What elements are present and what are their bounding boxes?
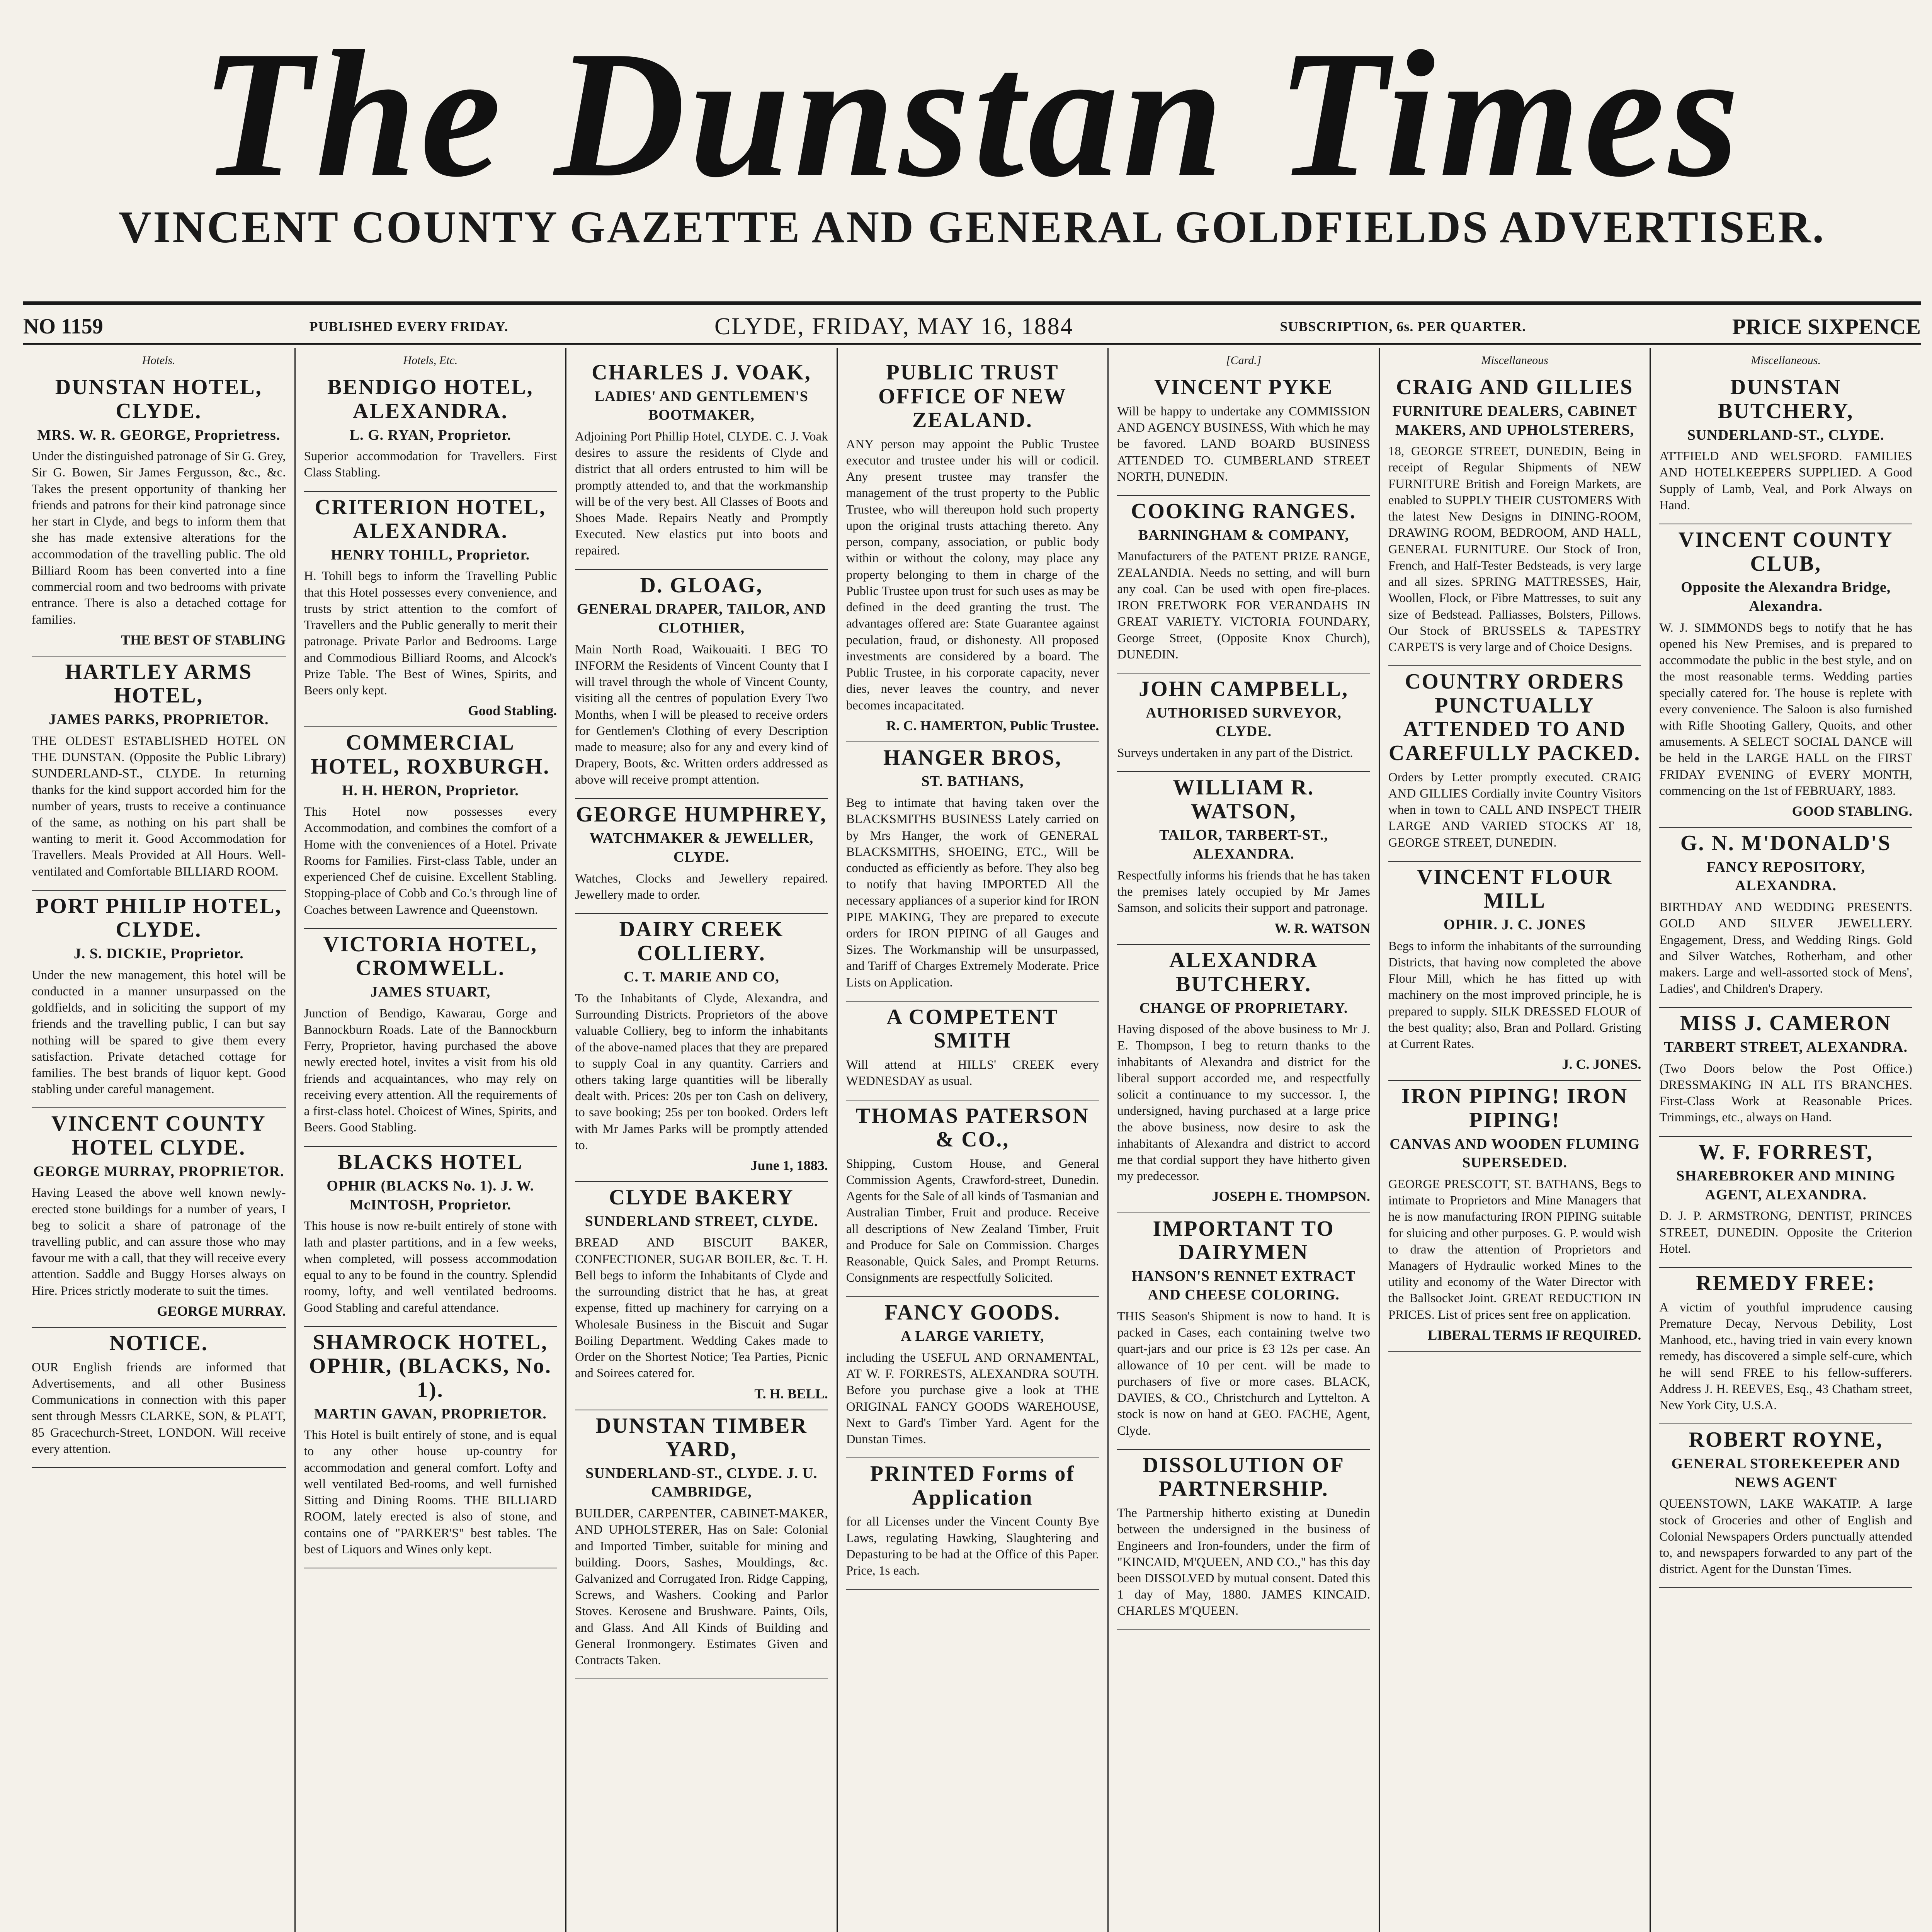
advertisement	[1659, 1424, 1912, 1588]
advertisement	[575, 1182, 828, 1410]
advertisement	[32, 372, 286, 656]
advertisement	[575, 357, 828, 570]
advertisement	[1117, 372, 1370, 496]
advertisement-title: ALEXANDRA BUTCHERY.	[1169, 948, 1318, 996]
advertisement-title: DAIRY CREEK COLLIERY.	[619, 917, 784, 965]
advertisement	[304, 929, 557, 1147]
advertisement-title: VINCENT FLOUR MILL	[1417, 865, 1613, 913]
advertisement-subtitle: HENRY TOHILL, Proprietor.	[331, 546, 530, 563]
advertisement	[846, 1002, 1099, 1100]
advertisement-body: Respectfully informs his friends that he has taken the premises lately occupied by Mr James Samson, and solicits their support and patronage.	[1117, 868, 1370, 915]
advertisement-title: MISS J. CAMERON	[1680, 1011, 1892, 1036]
advertisement-body: Shipping, Custom House, and General Commission Agents, Crawford-street, Dunedin. Agents for the Sale of all kinds of Tasmanian and Australian Timber, Fruit and produce. Receive all descriptions of New Zealand Timber, Fruit and Produce for Sale on Commission. Charges Reasonable, Quick Sales, and Prompt Returns. Consignments are respectfully Solicited.	[846, 1156, 1099, 1285]
advertisement-signature: LIBERAL TERMS IF REQUIRED.	[1428, 1327, 1641, 1343]
subscription-note: SUBSCRIPTION, 6s. PER QUARTER.	[1280, 319, 1526, 334]
advertisement-subtitle: TAILOR, TARBERT-ST., ALEXANDRA.	[1159, 827, 1328, 862]
advertisement	[1659, 524, 1912, 828]
newspaper-title: The Dunstan Times	[201, 13, 1743, 214]
masthead-rule-bottom	[23, 343, 1921, 345]
advertisement-subtitle: L. G. RYAN, Proprietor.	[349, 427, 511, 443]
advertisement-body: Main North Road, Waikouaiti. I BEG TO INFORM the Residents of Vincent County that I will travel through the whole of Vincent County, visiting all the centres of population Every Two Months, when I will be pleased to receive orders for Gentlemen's Clothing of every Description made to measure; also for any and every kind of Drapery, Boots, &c. Written orders addressed as above will receive prompt attention.	[575, 642, 828, 787]
advertisement-body: Having disposed of the above business to Mr J. E. Thompson, I beg to return thanks to the inhabitants of Alexandra and district for the liberal support accorded me, and respectfully solicit a continuance to my successor. I, the undersigned, having purchased at a large price the above business, now desire to ask the inhabitants of Alexandra and district to accord me that cordial support they have hitherto given my predecessor.	[1117, 1022, 1370, 1184]
advertisement-title: HANGER BROS,	[883, 745, 1062, 770]
advertisement-title: CRITERION HOTEL, ALEXANDRA.	[315, 495, 546, 543]
advertisement-signature: Good Stabling.	[468, 703, 557, 719]
advertisement-signature: T. H. BELL.	[754, 1386, 828, 1401]
advertisement	[304, 1327, 557, 1568]
advertisement-subtitle: MRS. W. R. GEORGE, Proprietress.	[37, 427, 281, 443]
advertisement-subtitle: GENERAL DRAPER, TAILOR, AND CLOTHIER,	[577, 601, 827, 636]
advertisement-title: G. N. M'DONALD'S	[1680, 831, 1891, 855]
column-3	[565, 348, 837, 1932]
advertisement-subtitle: TARBERT STREET, ALEXANDRA.	[1664, 1039, 1908, 1056]
advertisement-body: Will be happy to undertake any COMMISSION AND AGENCY BUSINESS, With which he may be favored. LAND BOARD BUSINESS ATTENDED TO. CUMBERLAND STREET NORTH, DUNEDIN.	[1117, 404, 1370, 484]
advertisement-body: ATTFIELD AND WELSFORD. FAMILIES AND HOTELKEEPERS SUPPLIED. A Good Supply of Lamb, Veal, and Pork Always on Hand.	[1659, 449, 1912, 512]
advertisement-subtitle: FANCY REPOSITORY, ALEXANDRA.	[1706, 859, 1865, 894]
advertisement-title: GEORGE HUMPHREY,	[576, 802, 827, 827]
advertisement-subtitle: GEORGE MURRAY, PROPRIETOR.	[33, 1163, 284, 1180]
advertisement-columns	[23, 348, 1921, 1932]
advertisement-subtitle: SHAREBROKER AND MINING AGENT, ALEXANDRA.	[1676, 1168, 1896, 1203]
column-heading: Hotels.	[142, 354, 175, 367]
advertisement-body: H. Tohill begs to inform the Travelling Public that this Hotel possesses every convenience, and trusts by strict attention to the comfort of Travellers and the Public generally to merit their patronage. Private Parlor and Bedrooms. Large and Commodious Billiard Rooms, and Alcock's Prize Table. The Best of Wines, Spirits, and Beers only kept.	[304, 569, 557, 698]
published-note: PUBLISHED EVERY FRIDAY.	[309, 319, 509, 334]
masthead-rule-top	[23, 301, 1921, 305]
advertisement	[575, 570, 828, 799]
advertisement	[1117, 673, 1370, 772]
advertisement-body: OUR English friends are informed that Advertisements, and all other Business Communications in connection with this paper sent through Messrs CLARKE, SON, & PLATT, 85 Gracechurch-Street, LONDON. Will receive every attention.	[32, 1360, 286, 1456]
advertisement-signature: GOOD STABLING.	[1792, 803, 1912, 819]
advertisement-subtitle: BARNINGHAM & COMPANY,	[1138, 527, 1349, 543]
advertisement	[1117, 496, 1370, 673]
masthead	[0, 0, 1932, 309]
advertisement-title: CRAIG AND GILLIES	[1396, 375, 1634, 400]
advertisement-body: Adjoining Port Phillip Hotel, CLYDE. C. J. Voak desires to assure the residents of Clyde and district that all orders entrusted to him will be promptly attended to, and that the workmanship will be of the very best. All Classes of Boots and Shoes Made. Repairs Neatly and Promptly Executed. New elastics put into boots and repaired.	[575, 429, 828, 558]
advertisement-subtitle: SUNDERLAND-ST., CLYDE. J. U. CAMBRIDGE,	[585, 1465, 818, 1500]
advertisement-subtitle: H. H. HERON, Proprietor.	[342, 782, 519, 799]
advertisement-subtitle: HANSON'S RENNET EXTRACT AND CHEESE COLORING.	[1131, 1268, 1356, 1303]
advertisement-title: BENDIGO HOTEL, ALEXANDRA.	[327, 375, 534, 423]
advertisement	[846, 357, 1099, 742]
advertisement-subtitle: CANVAS AND WOODEN FLUMING SUPERSEDED.	[1389, 1136, 1640, 1171]
advertisement-title: PORT PHILIP HOTEL, CLYDE.	[35, 894, 282, 942]
advertisement-body: GEORGE PRESCOTT, ST. BATHANS, Begs to intimate to Proprietors and Mine Managers that he is now manufacturing IRON PIPING suitable for sluicing and other purposes. G. P. would wish to draw the attention of Proprietors and Managers of Hydraulic worked Mines to the utility and economy of the Water Director with the Ballsocket Joint. GREAT REDUCTION IN PRICES. List of prices sent free on application.	[1388, 1177, 1641, 1322]
advertisement-body: THE OLDEST ESTABLISHED HOTEL ON THE DUNSTAN. (Opposite the Public Library) SUNDERLAND-ST., CLYDE. In returning thanks for the kind support accorded him for the number of years, trusts to receive a continuance of the same, as nothing on his part shall be wanting to merit it. Good Accommodation for Travellers. Meals Provided at All Hours. Well-ventilated and Comfortable BILLIARD ROOM.	[32, 734, 286, 879]
advertisement-subtitle: SUNDERLAND-ST., CLYDE.	[1687, 427, 1884, 443]
advertisement-title: VICTORIA HOTEL, CROMWELL.	[323, 932, 538, 980]
column-4	[837, 348, 1108, 1932]
price: PRICE SIXPENCE	[1732, 314, 1921, 339]
advertisement-title: A COMPETENT SMITH	[886, 1005, 1059, 1053]
advertisement	[1117, 772, 1370, 945]
advertisement-subtitle: C. T. MARIE AND CO,	[623, 969, 779, 985]
advertisement	[575, 799, 828, 914]
advertisement-signature: R. C. HAMERTON, Public Trustee.	[886, 718, 1099, 733]
advertisement	[1659, 1008, 1912, 1136]
column-5	[1107, 348, 1379, 1932]
advertisement-title: COOKING RANGES.	[1131, 499, 1357, 524]
advertisement-title: PUBLIC TRUST OFFICE OF NEW ZEALAND.	[878, 361, 1067, 432]
advertisement-title: VINCENT COUNTY HOTEL CLYDE.	[51, 1112, 266, 1160]
issue-number: NO 1159	[23, 315, 103, 338]
issue-date: CLYDE, FRIDAY, MAY 16, 1884	[714, 313, 1074, 340]
column-heading: Hotels, Etc.	[403, 354, 458, 367]
advertisement-body: Orders by Letter promptly executed. CRAIG AND GILLIES Cordially invite Country Visitors when in town to CALL AND INSPECT THEIR LARGE AND VARIED STOCKS AT 18, GEORGE STREET, DUNEDIN.	[1388, 770, 1641, 850]
advertisement-signature: THE BEST OF STABLING	[121, 632, 286, 648]
advertisement-body: Manufacturers of the PATENT PRIZE RANGE, ZEALANDIA. Needs no setting, and will burn any coal. Can be used with open fire-places. IRON FRETWORK FOR VERANDAHS IN GREAT VARIETY. VICTORIA FOUNDARY, George Street, (Opposite Knox Church), DUNEDIN.	[1117, 549, 1370, 662]
advertisement-body: Beg to intimate that having taken over the BLACKSMITHS BUSINESS Lately carried on by Mrs Hanger, the work of GENERAL BLACKSMITHS, SHOEING, ETC., Will be conducted as efficiently as before. They also beg to notify that having IMPORTED All the necessary appliances of a superior kind for IRON PIPE MAKING, They are prepared to execute orders for IRON PIPING of all Gauges and Sizes. The Workmanship will be unsurpassed, and Tariff of Charges Extremely Moderate. Price Lists on Application.	[846, 796, 1099, 990]
advertisement-title: SHAMROCK HOTEL, OPHIR, (BLACKS, No. 1).	[309, 1330, 552, 1402]
advertisement	[1659, 1268, 1912, 1424]
advertisement-subtitle: JAMES PARKS, PROPRIETOR.	[49, 711, 269, 728]
advertisement	[1659, 372, 1912, 524]
advertisement-title: REMEDY FREE:	[1696, 1271, 1876, 1296]
advertisement-subtitle: MARTIN GAVAN, PROPRIETOR.	[314, 1405, 547, 1422]
advertisement-subtitle: JAMES STUART,	[370, 984, 491, 1000]
advertisement-title: NOTICE.	[109, 1331, 208, 1355]
advertisement-body: Under the new management, this hotel will be conducted in a manner unsurpassed on the goldfields, and in soliciting the support of my friends and the travelling public, I can but say nothing will be spared to give them every satisfaction. Private detached cottage for families. The best brands of liquor kept. Good stabling under careful management.	[32, 968, 286, 1097]
advertisement-title: DUNSTAN TIMBER YARD,	[595, 1413, 808, 1462]
advertisement	[304, 727, 557, 929]
advertisement-body: A victim of youthful imprudence causing Premature Decay, Nervous Debility, Lost Manhood, etc., having tried in vain every known remedy, has discovered a simple self-cure, which he will send FREE to his fellow-sufferers. Address J. H. REEVES, Esq., 43 Chatham street, New York City, U.S.A.	[1659, 1300, 1912, 1413]
advertisement-subtitle: CHANGE OF PROPRIETARY.	[1139, 1000, 1348, 1016]
advertisement-subtitle: OPHIR. J. C. JONES	[1443, 917, 1586, 933]
advertisement	[1388, 372, 1641, 666]
advertisement	[846, 742, 1099, 1002]
advertisement	[304, 492, 557, 728]
advertisement	[846, 1297, 1099, 1459]
advertisement-title: WILLIAM R. WATSON,	[1173, 776, 1315, 823]
advertisement	[32, 656, 286, 891]
advertisement	[575, 914, 828, 1182]
advertisement-body: Surveys undertaken in any part of the District.	[1117, 746, 1353, 760]
advertisement-body: BREAD AND BISCUIT BAKER, CONFECTIONER, SUGAR BOILER, &c. T. H. Bell begs to inform the Inhabitants of Clyde and the surrounding district that he has, at great expense, fitted up machinery for carrying on a Wholesale Business in the Biscuit and Sugar Boiling Department. Wedding Cakes made to Order on the Shortest Notice; Tea Parties, Picnic and Soirees catered for.	[575, 1236, 828, 1381]
advertisement-title: COUNTRY ORDERS PUNCTUALLY ATTENDED TO AND CAREFULLY PACKED.	[1388, 670, 1641, 765]
advertisement-title: THOMAS PATERSON & CO.,	[855, 1104, 1090, 1152]
advertisement	[846, 1458, 1099, 1590]
column-1	[23, 348, 294, 1932]
advertisement-title: D. GLOAG,	[640, 573, 763, 597]
advertisement-body: The Partnership hitherto existing at Dunedin between the undersigned in the business of Engineers and Iron-founders, under the firm of "KINCAID, M'QUEEN, AND CO.," has this day been DISSOLVED by mutual consent. Dated this 1 day of May, 1880. JAMES KINCAID. CHARLES M'QUEEN.	[1117, 1506, 1370, 1618]
advertisement-body: 18, GEORGE STREET, DUNEDIN, Being in receipt of Regular Shipments of NEW FURNITURE British and Foreign Markets, are enabled to SUPPLY THEIR CUSTOMERS With the latest New Designs in DINING-ROOM, DRAWING ROOM, BEDROOM, AND HALL, GENERAL FURNITURE. Our Stock of Iron, French, and Half-Tester Bedsteads, is very large and all sizes. SPRING MATTRESSES, Hair, Woollen, Flock, or Fibre Mattresses, to suit any size of Bedstead. Palliasses, Bolsters, Pillows. Our Stock of BRUSSELS & TAPESTRY CARPETS is very large and of Choice Designs.	[1388, 444, 1641, 655]
advertisement-body: Watches, Clocks and Jewellery repaired. Jewellery made to order.	[575, 871, 828, 902]
advertisement-title: DUNSTAN BUTCHERY,	[1718, 375, 1854, 423]
advertisement-body: Under the distinguished patronage of Sir G. Grey, Sir G. Bowen, Sir James Fergusson, &c., &c. Takes the present opportunity of thanking her friends and patrons for their kind patronage since her start in Clyde, and begs to inform them that she has made extensive alterations for the accommodation of the travelling public. The old Billiard Room has been converted into a fine commercial room and two bedrooms with private entrance. There is also a detached cottage for families.	[32, 449, 286, 627]
advertisement-signature: JOSEPH E. THOMPSON.	[1212, 1189, 1370, 1204]
advertisement	[1117, 945, 1370, 1213]
advertisement	[304, 1147, 557, 1327]
advertisement	[1388, 666, 1641, 862]
advertisement-title: COMMERCIAL HOTEL, ROXBURGH.	[311, 731, 550, 779]
advertisement-title: VINCENT COUNTY CLUB,	[1678, 528, 1893, 576]
advertisement-body: To the Inhabitants of Clyde, Alexandra, and Surrounding Districts. Proprietors of the above valuable Colliery, beg to inform the inhabitants of the above-named places that they are prepared to supply Coal in any quantity. Carriers and others taking large quantities will be liberally dealt with. Prices: 20s per ton Cash on delivery, to save booking; 25s per ton booked. Orders left with Mr James Parks will be promptly attended to.	[575, 991, 828, 1152]
advertisement-body: for all Licenses under the Vincent County Bye Laws, regulating Hawking, Slaughtering and Depasturing to be had at the Office of this Paper. Price, 1s each.	[846, 1515, 1099, 1578]
advertisement-subtitle: OPHIR (BLACKS No. 1). J. W. McINTOSH, Proprietor.	[327, 1178, 534, 1213]
advertisement-subtitle: WATCHMAKER & JEWELLER, CLYDE.	[589, 830, 814, 865]
column-7	[1650, 348, 1921, 1932]
advertisement-body: This Hotel is built entirely of stone, and is equal to any other house up-country for accommodation and general comfort. Lofty and well ventilated Bed-rooms, and well furnished Sitting and Dining Rooms. THE BILLIARD ROOM, lately erected is also of stone, and contains one of "PARKER'S" best tables. The best of Liquors and Wines only kept.	[304, 1428, 557, 1556]
advertisement-body: This house is now re-built entirely of stone with lath and plaster partitions, and in a few weeks, when completed, will possess accommodation equal to any to be found in the country. Splendid roomy, lofty, and well ventilated bedrooms. Good Stabling and careful attendance.	[304, 1219, 557, 1315]
advertisement	[846, 1100, 1099, 1297]
advertisement-title: W. F. FORREST,	[1698, 1140, 1873, 1164]
advertisement	[32, 1328, 286, 1468]
advertisement-subtitle: FURNITURE DEALERS, CABINET MAKERS, AND UPHOLSTERERS,	[1392, 403, 1637, 438]
advertisement-body: D. J. P. ARMSTRONG, DENTIST, PRINCES STREET, DUNEDIN. Opposite the Criterion Hotel.	[1659, 1209, 1912, 1256]
advertisement	[1659, 1137, 1912, 1268]
advertisement-title: VINCENT PYKE	[1154, 375, 1333, 400]
advertisement-title: CLYDE BAKERY	[609, 1185, 794, 1210]
column-2	[294, 348, 566, 1932]
column-6	[1379, 348, 1650, 1932]
advertisement	[304, 372, 557, 492]
advertisement-title: DUNSTAN HOTEL, CLYDE.	[55, 375, 262, 423]
advertisement-body: ANY person may appoint the Public Trustee executor and trustee under his will or codicil. Any present trustee may transfer the management of the trust property to the Public Trustee, who will thereupon hold such property upon the original trusts attaching thereto. Any person, company, association, or public body within or without the colony, may place any property belonging to them in charge of the Public Trustee upon trust for such uses as may be defined in the deed granting the trust. The advantages offered are: State Guarantee against peculation, fraud, or dishonesty. All proposed investments are considered by a board. The Public Trustee, in his corporate capacity, never dies, never leaves the country, and never becomes incapacitated.	[846, 437, 1099, 713]
advertisement-title: HARTLEY ARMS HOTEL,	[65, 660, 253, 708]
advertisement-title: BLACKS HOTEL	[338, 1150, 523, 1174]
advertisement-body: Begs to inform the inhabitants of the surrounding Districts, that having now completed the above Flour Mill, which he has fitted up with machinery on the most improved principle, he is prepared to supply. SILK DRESSED FLOUR of the best quality; also, Bran and Pollard. Gristing at Current Rates.	[1388, 939, 1641, 1051]
advertisement-subtitle: LADIES' AND GENTLEMEN'S BOOTMAKER,	[594, 388, 808, 423]
advertisement-title: IMPORTANT TO DAIRYMEN	[1153, 1216, 1335, 1265]
advertisement	[1117, 1450, 1370, 1630]
advertisement-body: Superior accommodation for Travellers. First Class Stabling.	[304, 449, 557, 480]
advertisement	[1388, 862, 1641, 1081]
advertisement	[1117, 1213, 1370, 1450]
advertisement-body: THIS Season's Shipment is now to hand. It is packed in Cases, each containing twelve two quart-jars and our price is £3 12s per case. An allowance of 10 per cent. will be made to purchasers of five or more cases. BLACK, DAVIES, & CO., Christchurch and Lyttelton. A stock is now on hand at GEO. FACHE, Agent, Clyde.	[1117, 1309, 1370, 1438]
advertisement-body: This Hotel now possesses every Accommodation, and combines the comfort of a Home with the conveniences of a Hotel. Private Rooms for Families. First-class Table, under an experienced Chef de cuisine. Excellent Stabling. Stopping-place of Cobb and Co.'s through line of Coaches between Lawrence and Queenstown.	[304, 805, 557, 917]
column-heading: [Card.]	[1226, 354, 1262, 367]
advertisement-body: BIRTHDAY AND WEDDING PRESENTS. GOLD AND SILVER JEWELLERY. Engagement, Dress, and Wedding Rings. Gold and Silver Watches, Rotherham, and other makers. Large and well-assorted stock of Mens', Ladies', and Children's Drapery.	[1659, 900, 1912, 996]
advertisement-subtitle: ST. BATHANS,	[921, 773, 1024, 790]
advertisement-signature: J. C. JONES.	[1562, 1056, 1641, 1072]
advertisement	[32, 891, 286, 1109]
advertisement-signature: GEORGE MURRAY.	[157, 1303, 286, 1319]
advertisement-title: IRON PIPING! IRON PIPING!	[1401, 1084, 1628, 1132]
advertisement-body: including the USEFUL AND ORNAMENTAL, AT W. F. FORRESTS, ALEXANDRA SOUTH. Before you purchase give a look at THE ORIGINAL FANCY GOODS WAREHOUSE, Next to Gard's Timber Yard. Agent for the Dunstan Times.	[846, 1350, 1099, 1446]
advertisement-body: Junction of Bendigo, Kawarau, Gorge and Bannockburn Roads. Late of the Bannockburn Ferry, Proprietor, having purchased the above newly erected hotel, invites a visit from his old friends and acquaintances, who may rely on receiving every attention. All the requirements of a first-class hotel. Choicest of Wines, Spirits, and Beers. Good Stabling.	[304, 1006, 557, 1135]
advertisement-subtitle: SUNDERLAND STREET, CLYDE.	[585, 1213, 818, 1230]
advertisement	[575, 1410, 828, 1680]
advertisement-signature: W. R. WATSON	[1274, 920, 1370, 936]
advertisement-subtitle: A LARGE VARIETY,	[901, 1328, 1044, 1345]
column-heading: Miscellaneous	[1481, 354, 1548, 367]
advertisement	[1659, 828, 1912, 1008]
advertisement-body: W. J. SIMMONDS begs to notify that he has opened his New Premises, and is prepared to accommodate the public in the best style, and on the most reasonable terms. Wedding parties specially catered for. The house is replete with every convenience. The Saloon is also furnished with Rifle Shooting Gallery, Quoits, and other amusements. A SELECT SOCIAL DANCE will be held in the LARGE HALL on the FIRST FRIDAY EVENING of EVERY MONTH, commencing on the 1st of FEBRUARY, 1883.	[1659, 621, 1912, 798]
advertisement-title: ROBERT ROYNE,	[1689, 1428, 1883, 1452]
advertisement-body: (Two Doors below the Post Office.) DRESSMAKING IN ALL ITS BRANCHES. First-Class Work at Reasonable Prices. Trimmings, etc., always on Hand.	[1659, 1061, 1912, 1125]
advertisement-body: QUEENSTOWN, LAKE WAKATIP. A large stock of Groceries and other of English and Colonial Newspapers Orders punctually attended to, and newspapers forwarded to any part of the district. Agent for the Dunstan Times.	[1659, 1497, 1912, 1577]
advertisement-subtitle: AUTHORISED SURVEYOR, CLYDE.	[1146, 704, 1342, 740]
advertisement-title: PRINTED Forms of Application	[870, 1462, 1075, 1510]
advertisement-body: Having Leased the above well known newly-erected stone buildings for a number of years, I beg to solicit a share of patronage of the travelling public, and can assure those who may favour me with a call, that they will receive every attention. Saddle and Buggy Horses always on Hire. Prices strictly moderate to suit the times.	[32, 1186, 286, 1298]
advertisement-body: BUILDER, CARPENTER, CABINET-MAKER, AND UPHOLSTERER, Has on Sale: Colonial and Imported Timber, suitable for mining and building. Doors, Sashes, Mouldings, &c. Galvanized and Corrugated Iron. Ridge Capping, Screws, and Washers. Cooking and Parlor Stoves. Kerosene and Brushware. Paints, Oils, and Glass. And All Kinds of Building and General Ironmongery. Estimates Given and Contracts Taken.	[575, 1507, 828, 1668]
advertisement-title: JOHN CAMPBELL,	[1139, 677, 1349, 701]
advertisement-body: Will attend at HILLS' CREEK every WEDNESDAY as usual.	[846, 1058, 1099, 1088]
advertisement-signature: June 1, 1883.	[750, 1158, 828, 1173]
advertisement-subtitle: J. S. DICKIE, Proprietor.	[73, 945, 244, 962]
advertisement-title: FANCY GOODS.	[884, 1300, 1061, 1325]
advertisement-title: CHARLES J. VOAK,	[592, 361, 811, 384]
column-heading: Miscellaneous.	[1751, 354, 1821, 367]
advertisement-subtitle: Opposite the Alexandra Bridge, Alexandra.	[1681, 579, 1891, 614]
advertisement	[32, 1108, 286, 1328]
dateline	[23, 313, 1921, 340]
newspaper-subtitle: VINCENT COUNTY GAZETTE AND GENERAL GOLDFIELDS ADVERTISER.	[118, 202, 1826, 252]
advertisement-title: DISSOLUTION OF PARTNERSHIP.	[1143, 1453, 1345, 1501]
advertisement	[1388, 1081, 1641, 1352]
advertisement-subtitle: GENERAL STOREKEEPER AND NEWS AGENT	[1671, 1456, 1900, 1491]
